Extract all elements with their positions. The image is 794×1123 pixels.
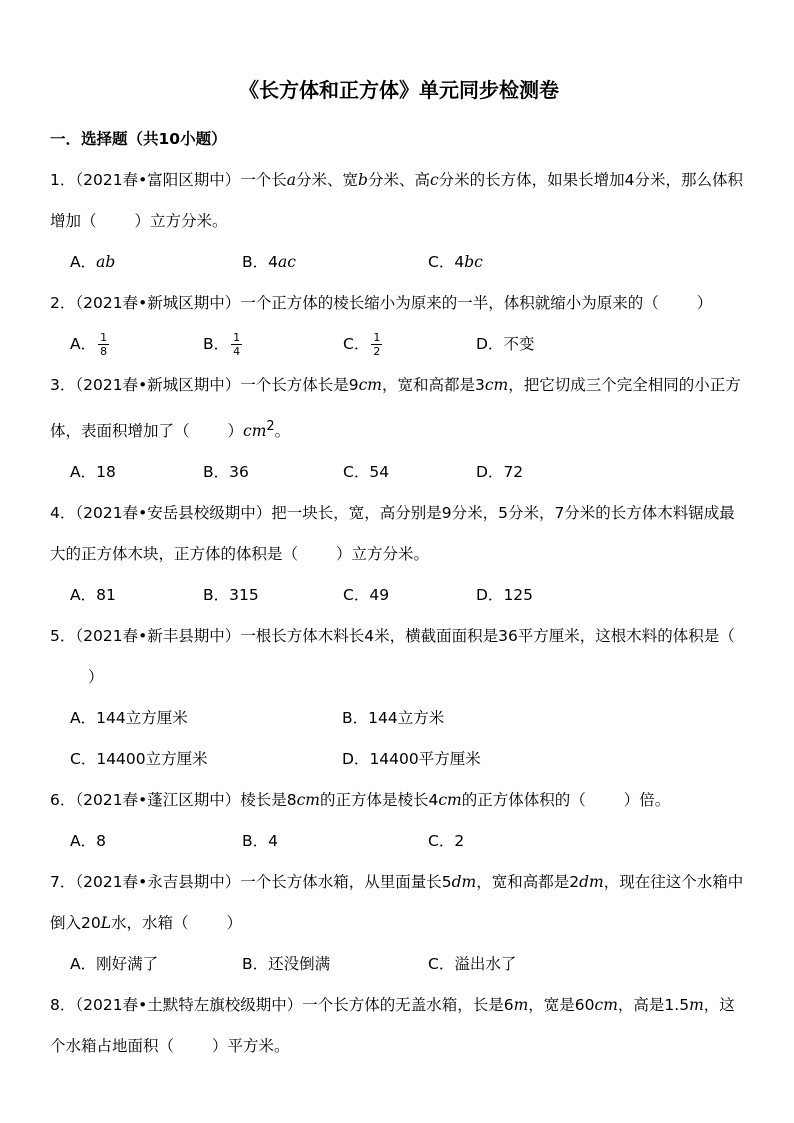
- options: [50, 739, 748, 780]
- option-text: 125: [503, 586, 534, 605]
- option-b: [242, 821, 428, 862]
- option-a: [70, 324, 203, 365]
- unit: cm: [438, 791, 462, 810]
- stem-text: 把一块长，宽，高分别是9分米，5分米，7分米的长方体木料锯成最大的正方体木块，正方体的体积是（: [50, 504, 735, 564]
- option-text: 2: [454, 832, 465, 851]
- stem-text: ）平方米。: [212, 1037, 290, 1056]
- question-3: [50, 365, 748, 493]
- question-number: 7．: [50, 873, 76, 892]
- option-label: D．: [476, 586, 504, 605]
- option-text: 36: [229, 463, 249, 482]
- option-label: B．: [242, 253, 269, 271]
- question-stem: [50, 160, 748, 242]
- question-2: [50, 283, 748, 365]
- option-d: [476, 324, 534, 365]
- option-text: 还没倒满: [268, 955, 331, 974]
- math-var: a: [286, 171, 296, 189]
- option-text: 54: [369, 463, 390, 482]
- option-label: D．: [476, 335, 504, 353]
- question-number: 2．: [50, 294, 76, 312]
- math-var: b: [358, 171, 368, 189]
- option-d: [342, 739, 481, 780]
- option-c: [428, 944, 516, 985]
- option-d: [476, 452, 523, 493]
- option-label: B．: [242, 832, 269, 851]
- option-text: 4: [268, 253, 279, 271]
- option-label: C．: [428, 253, 455, 271]
- option-c: [70, 739, 342, 780]
- option-label: C．: [343, 586, 370, 605]
- question-stem: [50, 616, 748, 698]
- question-stem: [50, 985, 748, 1067]
- question-source: （2021春•土默特左旗校级期中）: [75, 996, 303, 1015]
- option-label: C．: [70, 750, 97, 769]
- question-source: （2021春•新城区期中）: [75, 294, 241, 312]
- math-var: ab: [96, 253, 116, 271]
- option-b: [242, 242, 428, 283]
- option-text: 溢出水了: [454, 955, 517, 974]
- unit: m: [689, 996, 704, 1015]
- math-var: ac: [278, 253, 296, 271]
- option-label: B．: [203, 586, 230, 605]
- math-var: c: [429, 171, 439, 189]
- document-title: 《长方体和正方体》单元同步检测卷: [239, 78, 559, 102]
- stem-text: 一个长方体长是9: [240, 376, 359, 394]
- stem-text: 。: [274, 422, 291, 441]
- option-label: C．: [428, 955, 455, 974]
- stem-text: ，这个水箱占地面积（: [50, 996, 735, 1056]
- option-c: [343, 452, 476, 493]
- option-a: [70, 242, 242, 283]
- stem-text: ）: [226, 914, 243, 933]
- question-number: 5．: [50, 627, 76, 646]
- question-stem: [50, 365, 748, 452]
- option-label: C．: [428, 832, 455, 851]
- option-label: D．: [342, 750, 370, 769]
- unit: dm: [579, 873, 604, 892]
- stem-text: 分米、宽: [295, 171, 358, 189]
- option-text: 不变: [503, 335, 535, 353]
- option-text: 72: [503, 463, 524, 482]
- question-source: （2021春•富阳区期中）: [75, 171, 241, 189]
- option-label: A．: [70, 709, 97, 728]
- stem-text: 棱长是8: [240, 791, 297, 810]
- question-number: 4．: [50, 504, 76, 523]
- question-source: （2021春•蓬江区期中）: [75, 791, 241, 810]
- math-var: bc: [464, 253, 483, 271]
- question-source: （2021春•安岳县校级期中）: [75, 504, 272, 523]
- options: [50, 821, 748, 862]
- question-stem: [50, 283, 748, 324]
- option-c: [428, 821, 464, 862]
- option-label: B．: [242, 955, 269, 974]
- option-text: 14400立方厘米: [96, 750, 208, 769]
- fraction: [98, 331, 109, 358]
- option-c: [343, 575, 476, 616]
- option-text: 8: [96, 832, 106, 851]
- question-4: [50, 493, 748, 616]
- stem-text: ）: [88, 668, 104, 687]
- question-number: 6．: [50, 791, 76, 810]
- option-c: [428, 242, 483, 283]
- option-a: [70, 944, 242, 985]
- stem-text: ，宽和高都是2: [476, 873, 580, 892]
- options: [50, 698, 748, 739]
- denominator: 8: [100, 345, 108, 358]
- stem-text: ）立方分米。: [134, 212, 228, 230]
- option-text: 144立方米: [368, 709, 445, 728]
- question-source: （2021春•永吉县期中）: [75, 873, 241, 892]
- question-number: 3．: [50, 376, 76, 394]
- options: [50, 575, 748, 616]
- option-text: 刚好满了: [96, 955, 159, 974]
- stem-text: 一个长: [240, 171, 287, 189]
- options: [50, 944, 748, 985]
- question-number: 1．: [50, 171, 76, 189]
- option-text: 315: [229, 586, 259, 605]
- numerator: 1: [233, 331, 241, 344]
- question-source: （2021春•新丰县期中）: [75, 627, 241, 646]
- option-text: 4: [268, 832, 279, 851]
- stem-text: ，现在往这个水箱中倒入20: [50, 873, 744, 933]
- option-label: B．: [203, 335, 230, 353]
- option-c: [343, 324, 476, 365]
- option-text: 4: [454, 253, 465, 271]
- options: [50, 242, 748, 283]
- option-b: [242, 944, 428, 985]
- stem-text: ，高是1.5: [617, 996, 690, 1015]
- question-stem: [50, 780, 748, 821]
- option-label: B．: [342, 709, 369, 728]
- option-label: D．: [476, 463, 504, 482]
- fraction: [231, 331, 242, 358]
- unit: cm: [296, 791, 320, 810]
- option-text: 18: [96, 463, 116, 482]
- stem-text: ）立方分米。: [336, 545, 430, 564]
- option-a: [70, 821, 242, 862]
- stem-text: 一个长方体水箱，从里面量长5: [240, 873, 452, 892]
- question-stem: [50, 493, 748, 575]
- question-6: [50, 780, 748, 862]
- unit: cm: [484, 376, 509, 394]
- option-text: 81: [96, 586, 116, 605]
- unit: cm: [358, 376, 382, 394]
- option-b: [203, 452, 343, 493]
- unit: L: [100, 914, 112, 933]
- option-d: [476, 575, 533, 616]
- option-text: 144立方厘米: [96, 709, 188, 728]
- stem-text: 的正方体是棱长4: [319, 791, 439, 810]
- option-b: [342, 698, 444, 739]
- question-stem: [50, 862, 748, 944]
- stem-text: 分米的长方体，如果长增加4分米，那么体积增加（: [50, 171, 744, 230]
- section-heading: 一．选择题（共10小题）: [50, 130, 227, 148]
- unit: cm: [243, 422, 267, 441]
- options: [50, 324, 748, 365]
- option-text: 49: [369, 586, 390, 605]
- unit: cm: [594, 996, 618, 1015]
- stem-text: 的正方体体积的（: [461, 791, 586, 810]
- question-8: [50, 985, 748, 1067]
- denominator: 2: [373, 345, 381, 358]
- option-label: B．: [203, 463, 230, 482]
- options: [50, 452, 748, 493]
- option-label: A．: [70, 463, 97, 482]
- fraction: [371, 331, 382, 358]
- stem-text: ）: [696, 294, 713, 312]
- stem-text: 分米、高: [367, 171, 430, 189]
- stem-text: 水，水箱（: [111, 914, 189, 933]
- superscript: 2: [266, 419, 275, 434]
- stem-text: ，把它切成三个完全相同的小正方体，表面积增加了（: [50, 376, 741, 441]
- option-label: A．: [70, 832, 97, 851]
- option-b: [203, 575, 343, 616]
- option-label: A．: [70, 586, 97, 605]
- question-1: [50, 160, 748, 283]
- option-text: 14400平方厘米: [369, 750, 481, 769]
- denominator: 4: [233, 345, 241, 358]
- stem-text: ）倍。: [623, 791, 671, 810]
- option-label: A．: [70, 253, 97, 271]
- option-a: [70, 575, 203, 616]
- question-source: （2021春•新城区期中）: [75, 376, 241, 394]
- stem-text: 一个正方体的棱长缩小为原来的一半，体积就缩小为原来的（: [240, 294, 659, 312]
- numerator: 1: [100, 331, 108, 344]
- question-5: [50, 616, 748, 780]
- option-a: [70, 698, 342, 739]
- unit: m: [513, 996, 529, 1015]
- option-label: A．: [70, 955, 97, 974]
- numerator: 1: [373, 331, 381, 344]
- option-label: A．: [70, 335, 97, 353]
- option-label: C．: [343, 335, 370, 353]
- option-b: [203, 324, 343, 365]
- option-a: [70, 452, 203, 493]
- stem-text: 一根长方体木料长4米，横截面面积是36平方厘米，这根木料的体积是（: [240, 627, 735, 646]
- stem-text: ）: [227, 422, 244, 441]
- question-7: [50, 862, 748, 985]
- question-number: 8．: [50, 996, 76, 1015]
- option-label: C．: [343, 463, 370, 482]
- stem-text: 一个长方体的无盖水箱，长是6: [302, 996, 514, 1015]
- stem-text: ，宽和高都是3: [381, 376, 485, 394]
- stem-text: ，宽是60: [528, 996, 595, 1015]
- unit: dm: [451, 873, 477, 892]
